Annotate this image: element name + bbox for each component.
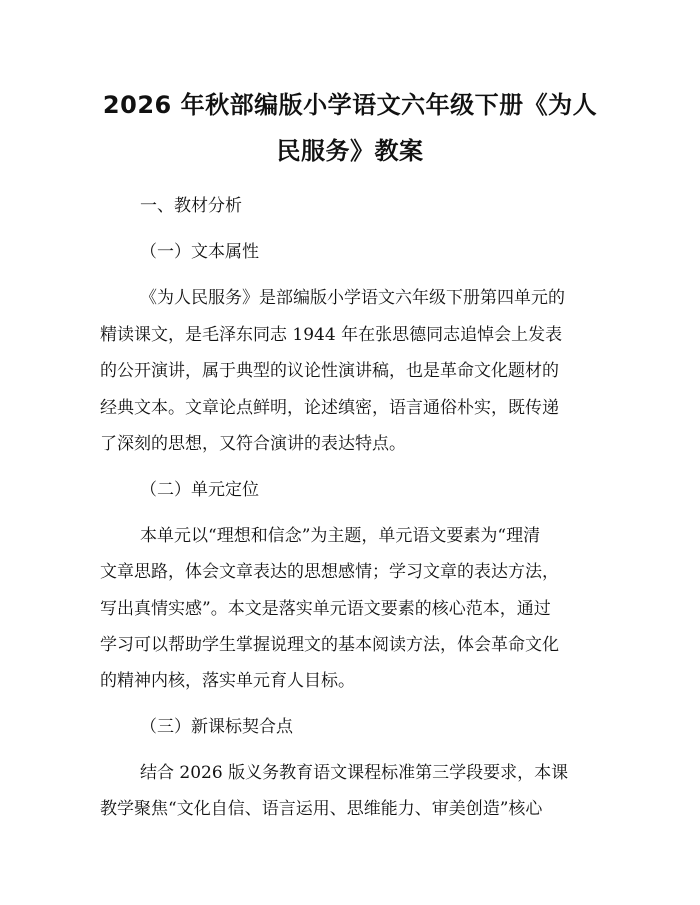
paragraph-line: 的公开演讲，属于典型的议论性演讲稿，也是革命文化题材的 bbox=[100, 361, 559, 381]
paragraph-line: 写出真情实感”。本文是落实单元语文要素的核心范本，通过 bbox=[100, 599, 551, 619]
paragraph-line: 的精神内核，落实单元育人目标。 bbox=[100, 671, 355, 691]
document-title-line-1: 2026 年秋部编版小学语文六年级下册《为人 bbox=[102, 91, 598, 119]
paragraph-line: 本单元以“理想和信念”为主题，单元语文要素为“理清 bbox=[140, 526, 541, 546]
section-heading-textbook-analysis: 一、教材分析 bbox=[140, 196, 242, 216]
paragraph-line: 教学聚焦“文化自信、语言运用、思维能力、审美创造”核心 bbox=[100, 799, 543, 819]
subheading-unit-positioning: （二）单元定位 bbox=[140, 480, 259, 500]
subheading-curriculum-standards: （三）新课标契合点 bbox=[140, 717, 293, 737]
paragraph-line: 学习可以帮助学生掌握说理文的基本阅读方法，体会革命文化 bbox=[100, 635, 559, 655]
paragraph-line: 《为人民服务》是部编版小学语文六年级下册第四单元的 bbox=[140, 288, 565, 308]
paragraph-line: 经典文本。文章论点鲜明，论述缜密，语言通俗朴实，既传递 bbox=[100, 398, 559, 418]
paragraph-line: 精读课文，是毛泽东同志 1944 年在张思德同志追悼会上发表 bbox=[100, 325, 563, 345]
document-title-line-2: 民服务》教案 bbox=[276, 137, 424, 165]
paragraph-line: 了深刻的思想，又符合演讲的表达特点。 bbox=[100, 434, 406, 454]
subheading-text-attributes: （一）文本属性 bbox=[140, 242, 259, 262]
paragraph-line: 文章思路，体会文章表达的思想感情；学习文章的表达方法， bbox=[100, 562, 559, 582]
paragraph-line: 结合 2026 版义务教育语文课程标准第三学段要求，本课 bbox=[140, 763, 569, 783]
